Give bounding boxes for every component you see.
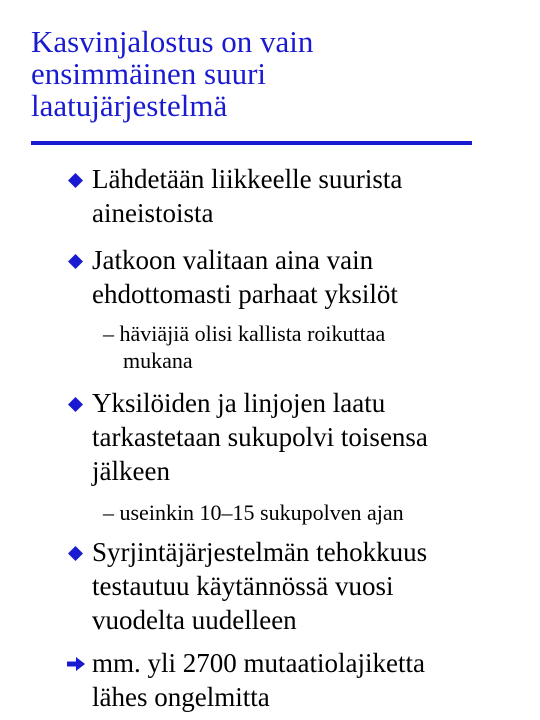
sub-item-2-line-1: useinkin 10–15 sukupolven ajan: [119, 500, 404, 525]
bullet-item-3-line-2: tarkastetaan sukupolvi toisensa: [92, 422, 428, 452]
bullet-item-1-line-1: Lähdetään liikkeelle suurista: [92, 164, 403, 194]
bullet-item-3: [92, 386, 428, 488]
sub-item-1: [103, 320, 385, 374]
bullet-item-2-line-1: Jatkoon valitaan aina vain: [92, 245, 374, 275]
arrow-item-1-line-1: mm. yli 2700 mutaatiolajiketta: [92, 648, 425, 678]
arrow-item-1: [92, 646, 425, 714]
bullet-item-2: [92, 243, 398, 311]
sub-item-1-line-2: mukana: [123, 348, 193, 373]
bullet-item-4: [92, 535, 427, 637]
sub-item-2-dash: –: [103, 500, 114, 525]
bullet-item-1: [92, 162, 402, 230]
diamond-bullet-icon: [68, 173, 83, 188]
bullet-item-4-line-2: testautuu käytännössä vuosi: [92, 571, 394, 601]
title-line-3: laatujärjestelmä: [31, 88, 228, 123]
bullet-item-2-line-2: ehdottomasti parhaat yksilöt: [92, 279, 398, 309]
title-line-2: ensimmäinen suuri: [31, 56, 267, 91]
sub-item-2: [103, 499, 404, 526]
title-line-1: Kasvinjalostus on vain: [31, 24, 314, 59]
sub-item-1-line-1: häviäjiä olisi kallista roikuttaa: [119, 321, 386, 346]
bullet-item-4-line-1: Syrjintäjärjestelmän tehokkuus: [92, 537, 428, 567]
diamond-bullet-icon: [68, 546, 83, 561]
sub-item-1-dash: –: [103, 321, 114, 346]
bullet-item-3-line-3: jälkeen: [92, 456, 170, 486]
bullet-item-3-line-1: Yksilöiden ja linjojen laatu: [92, 388, 386, 418]
bullet-item-1-line-2: aineistoista: [92, 198, 214, 228]
bullet-item-4-line-3: vuodelta uudelleen: [92, 605, 297, 635]
diamond-bullet-icon: [68, 254, 83, 269]
arrow-item-1-line-2: lähes ongelmitta: [92, 682, 270, 712]
diamond-bullet-icon: [68, 397, 83, 412]
arrow-right-icon: [66, 655, 86, 673]
